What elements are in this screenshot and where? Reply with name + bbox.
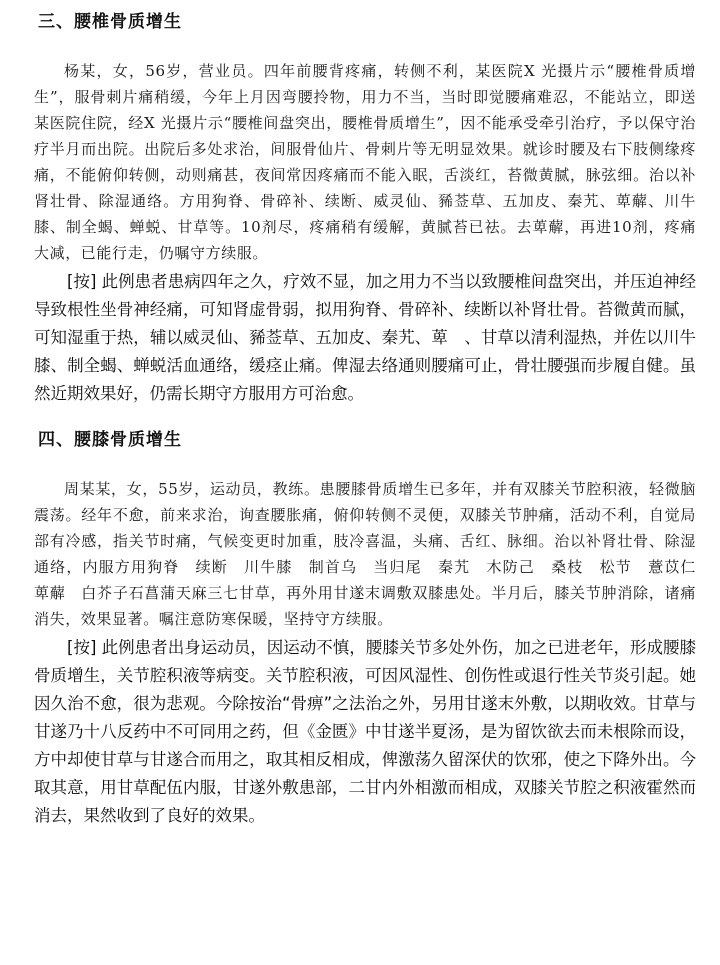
- commentary-knee: [按] 此例患者出身运动员，因运动不慎，腰膝关节多处外伤，加之已进老年，形成腰膝骨质增生，关节腔积液等病变。关节腔积液，可因风湿性、创伤性或退行性关节炎引起。她因久治不愈，很为悲观。今除按治“骨痹”之法治之外，另用甘遂末外敷，以期收效。甘草与甘遂乃十八反药中不可同用之药，但《金匮》中甘遂半夏汤，是为留饮欲去而未根除而设，方中却使甘草与甘遂合而用之，取其相反相成，俾激荡久留深伏的饮邪，使之下降外出。今取其意，用甘草配伍内服，甘遂外敷患部，二甘内外相激而相成，双膝关节腔之积液霍然而消去，果然收到了良好的效果。: [34, 638, 696, 825]
- section-heading-knee: 四、腰膝骨质增生: [38, 430, 182, 450]
- case-description-knee: 周某某，女，55岁，运动员，教练。患腰膝骨质增生已多年，并有双膝关节腔积液，轻微脑震荡。经年不愈，前来求治，询查腰胀痛，俯仰转侧不灵便，双膝关节肿痛，活动不利，自觉局部有冷感，指关节时痛，气候变更时加重，肢冷喜温，头痛、舌红、脉细。治以补肾壮骨、除湿通络，内服方用狗脊 续断 川牛膝 制首乌 当归尾 秦艽 木防己 桑枝 松节 薏苡仁 萆薢 白芥子石菖蒲天麻三七甘草，再外用甘遂末调敷双膝患处。半月后，膝关节肿消除，诸痛消失，效果显著。嘱注意防寒保暖，坚持守方续服。: [34, 480, 712, 628]
- case-description-lumbar: 杨某，女，56岁，营业员。四年前腰背疼痛，转侧不利，某医院X 光摄片示“腰椎骨质增生”，服骨刺片痛稍缓，今年上月因弯腰拎物，用力不当，当时即觉腰痛难忍，不能站立，即送某医院住院，经X 光摄片示“腰椎间盘突出，腰椎骨质增生”，因不能承受牵引治疗，予以保守治疗半月而出院。出院后多处求治，间服骨仙片、骨刺片等无明显效果。就诊时腰及右下肢侧缘疼痛，不能俯仰转侧，动则痛甚，夜间常因疼痛而不能入眠，舌淡红，苔微黄腻，脉弦细。治以补肾壮骨、除湿通络。方用狗脊、骨碎补、续断、威灵仙、豨莶草、五加皮、秦艽、萆薢、川牛膝、制全蝎、蝉蜕、甘草等。10剂尽，疼痛稍有缓解，黄腻苔已祛。去萆薢，再进10剂，疼痛大减，已能行走，仍嘱守方续服。: [34, 62, 696, 262]
- section-heading-lumbar: 三、腰椎骨质增生: [38, 12, 182, 32]
- commentary-lumbar: [按] 此例患者患病四年之久，疗效不显，加之用力不当以致腰椎间盘突出，并压迫神经导致根性坐骨神经痛，可知肾虚骨弱，拟用狗脊、骨碎补、续断以补肾壮骨。苔微黄而腻，可知湿重于热，辅以威灵仙、豨莶草、五加皮、秦艽、萆 、甘草以清利湿热，并佐以川牛膝、制全蝎、蝉蜕活血通络，缓痉止痛。俾湿去络通则腰痛可止，骨壮腰强而步履自健。虽然近期效果好，仍需长期守方服用方可治愈。: [34, 272, 696, 403]
